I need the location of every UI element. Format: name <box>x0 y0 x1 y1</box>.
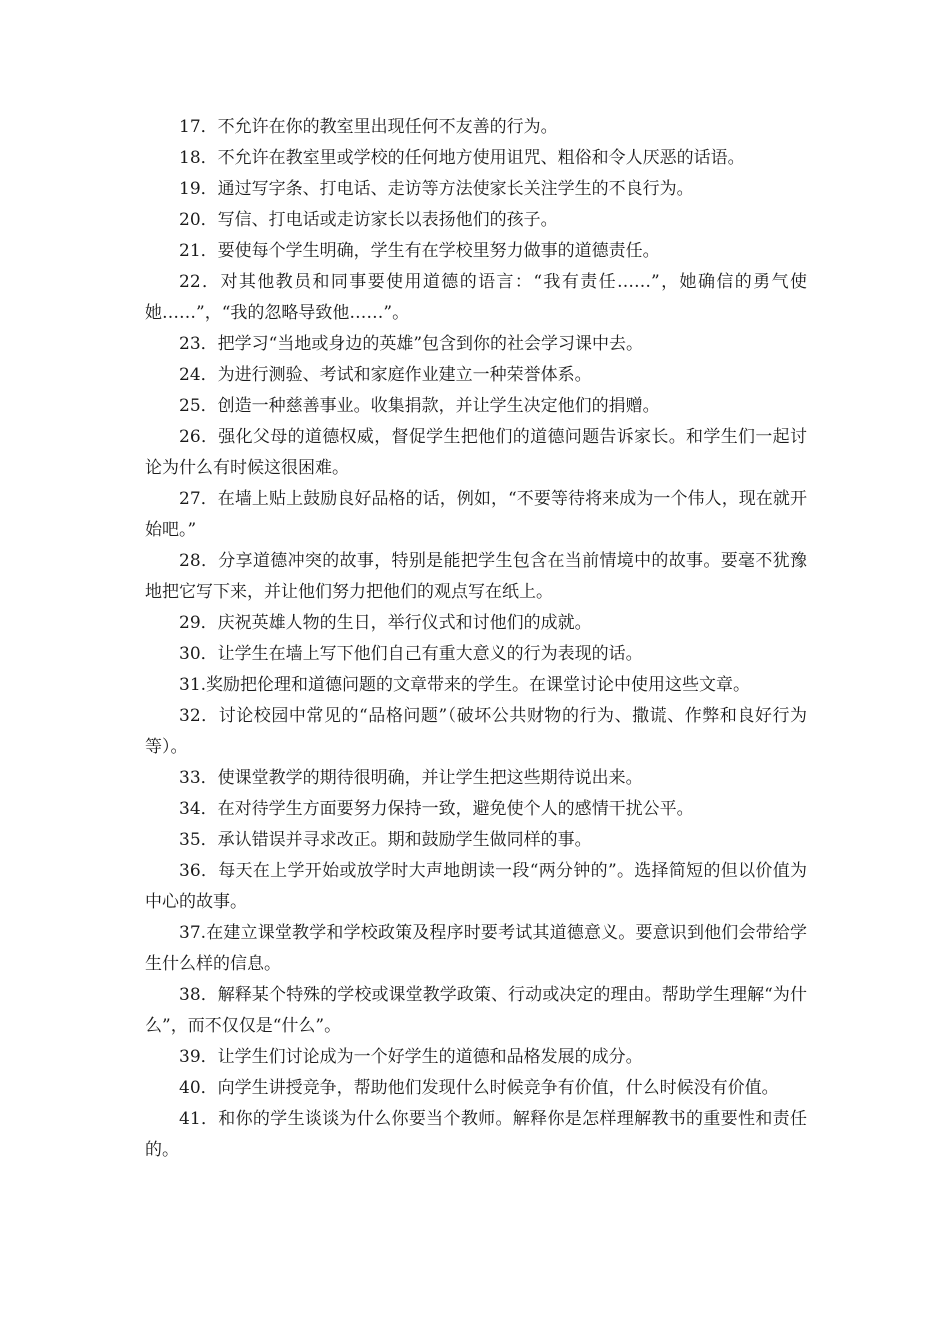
list-item: 39．让学生们讨论成为一个好学生的道德和品格发展的成分。 <box>179 1047 643 1067</box>
list-item: 30．让学生在墙上写下他们自己有重大意义的行为表现的话。 <box>179 644 643 664</box>
list-item: 29．庆祝英雄人物的生日，举行仪式和讨他们的成就。 <box>179 613 592 633</box>
document-body <box>145 112 807 1166</box>
list-item: 33．使课堂教学的期待很明确，并让学生把这些期待说出来。 <box>179 768 643 788</box>
list-item: 31.奖励把伦理和道德问题的文章带来的学生。在课堂讨论中使用这些文章。 <box>179 675 751 695</box>
list-item: 22．对其他教员和同事要使用道德的语言：“我有责任……”，她确信的勇气使她……”，“我的忽略导致他……”。 <box>145 272 807 323</box>
list-item: 25．创造一种慈善事业。收集捐款，并让学生决定他们的捐赠。 <box>179 396 660 416</box>
list-item: 35．承认错误并寻求改正。期和鼓励学生做同样的事。 <box>179 830 592 850</box>
list-item: 27．在墙上贴上鼓励良好品格的话，例如，“不要等待将来成为一个伟人，现在就开始吧。” <box>145 489 807 540</box>
list-item: 20．写信、打电话或走访家长以表扬他们的孩子。 <box>179 210 558 230</box>
list-item: 37.在建立课堂教学和学校政策及程序时要考试其道德意义。要意识到他们会带给学生什么样的信息。 <box>145 923 807 974</box>
list-item: 26．强化父母的道德权威，督促学生把他们的道德问题告诉家长。和学生们一起讨论为什么有时候这很困难。 <box>145 427 807 478</box>
list-item: 41．和你的学生谈谈为什么你要当个教师。解释你是怎样理解教书的重要性和责任的。 <box>145 1109 807 1160</box>
list-item: 34．在对待学生方面要努力保持一致，避免使个人的感情干扰公平。 <box>179 799 694 819</box>
list-item: 17．不允许在你的教室里出现任何不友善的行为。 <box>179 117 558 137</box>
list-item: 21．要使每个学生明确，学生有在学校里努力做事的道德责任。 <box>179 241 660 261</box>
list-item: 36．每天在上学开始或放学时大声地朗读一段“两分钟的”。选择简短的但以价值为中心的故事。 <box>145 861 807 912</box>
list-item: 18．不允许在教室里或学校的任何地方使用诅咒、粗俗和令人厌恶的话语。 <box>179 148 745 168</box>
list-item: 19．通过写字条、打电话、走访等方法使家长关注学生的不良行为。 <box>179 179 694 199</box>
list-item: 23．把学习“当地或身边的英雄”包含到你的社会学习课中去。 <box>179 334 644 354</box>
list-item: 40．向学生讲授竞争，帮助他们发现什么时候竞争有价值，什么时候没有价值。 <box>179 1078 779 1098</box>
list-item: 28．分享道德冲突的故事，特别是能把学生包含在当前情境中的故事。要毫不犹豫地把它写下来，并让他们努力把他们的观点写在纸上。 <box>145 551 807 602</box>
list-item: 24．为进行测验、考试和家庭作业建立一种荣誉体系。 <box>179 365 592 385</box>
list-item: 32．讨论校园中常见的“品格问题”（破坏公共财物的行为、撒谎、作弊和良好行为等）。 <box>145 706 807 757</box>
list-item: 38．解释某个特殊的学校或课堂教学政策、行动或决定的理由。帮助学生理解“为什么”，而不仅仅是“什么”。 <box>145 985 807 1036</box>
